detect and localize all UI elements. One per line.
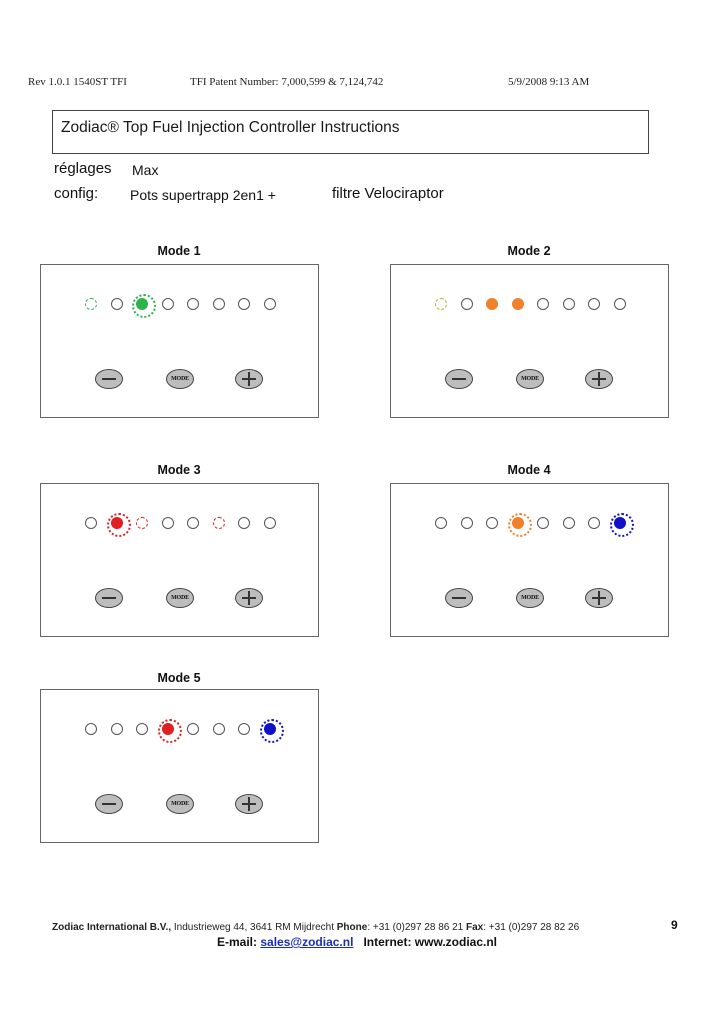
plus-icon (598, 591, 600, 605)
plus-icon (248, 591, 250, 605)
mode-button-label: MODE (171, 376, 189, 382)
footer-phone: : +31 (0)297 28 86 21 (367, 922, 466, 933)
footer-fax-label: Fax (466, 922, 484, 933)
led-indicator (537, 298, 549, 310)
led-indicator (588, 517, 600, 529)
page-header (28, 76, 668, 90)
led-indicator (187, 517, 199, 529)
footer-fax: : +31 (0)297 28 82 26 (483, 922, 580, 933)
led-indicator (162, 298, 174, 310)
plus-icon (598, 372, 600, 386)
led-indicator (486, 298, 498, 310)
led-indicator (563, 298, 575, 310)
led-indicator (162, 517, 174, 529)
led-indicator (563, 517, 575, 529)
led-indicator (238, 517, 250, 529)
mode-4-panel (390, 483, 669, 637)
mode-5-title: Mode 5 (157, 671, 201, 685)
led-indicator (136, 298, 148, 310)
led-indicator (187, 298, 199, 310)
mode-button[interactable] (516, 369, 544, 389)
led-indicator (264, 298, 276, 310)
config-value-2: filtre Velociraptor (332, 185, 444, 202)
led-indicator (111, 298, 123, 310)
mode-button[interactable] (166, 794, 194, 814)
led-indicator (85, 298, 97, 310)
plus-button[interactable] (235, 794, 263, 814)
mode-button-label: MODE (171, 801, 189, 807)
led-indicator (111, 517, 123, 529)
led-indicator (213, 517, 225, 529)
led-indicator (435, 298, 447, 310)
minus-button[interactable] (95, 369, 123, 389)
led-indicator (136, 517, 148, 529)
plus-button[interactable] (585, 588, 613, 608)
date-text: 5/9/2008 9:13 AM (508, 76, 590, 88)
led-indicator (238, 298, 250, 310)
led-indicator (162, 723, 174, 735)
minus-icon (102, 597, 116, 599)
led-indicator (486, 517, 498, 529)
mode-button-label: MODE (521, 595, 539, 601)
plus-button[interactable] (235, 588, 263, 608)
mode-button-label: MODE (171, 595, 189, 601)
title-box (52, 110, 649, 154)
reglages-label: réglages (54, 160, 112, 177)
led-indicator (614, 298, 626, 310)
led-indicator (264, 723, 276, 735)
led-indicator (213, 298, 225, 310)
led-indicator (588, 298, 600, 310)
footer-phone-label: Phone (336, 922, 368, 933)
mode-1-title: Mode 1 (157, 244, 201, 258)
mode-button[interactable] (516, 588, 544, 608)
email-label: E-mail: (217, 935, 261, 949)
plus-icon (248, 797, 250, 811)
reglages-value: Max (132, 162, 159, 178)
minus-icon (102, 803, 116, 805)
minus-button[interactable] (445, 588, 473, 608)
page-number: 9 (671, 918, 678, 932)
led-indicator (111, 723, 123, 735)
mode-4-title: Mode 4 (507, 463, 551, 477)
mode-2-title: Mode 2 (507, 244, 551, 258)
mode-2-panel (390, 264, 669, 418)
minus-button[interactable] (95, 794, 123, 814)
email-link[interactable]: sales@zodiac.nl (260, 935, 354, 949)
led-indicator (85, 723, 97, 735)
mode-1-panel (40, 264, 319, 418)
led-indicator (213, 723, 225, 735)
document-title: Zodiac® Top Fuel Injection Controller Instructions (61, 119, 400, 136)
plus-button[interactable] (235, 369, 263, 389)
footer-address: Industrieweg 44, 3641 RM Mijdrecht (171, 922, 337, 933)
minus-icon (102, 378, 116, 380)
mode-3-panel (40, 483, 319, 637)
mode-5-panel (40, 689, 319, 843)
minus-button[interactable] (445, 369, 473, 389)
led-indicator (537, 517, 549, 529)
config-value: Pots supertrapp 2en1 + (130, 187, 276, 203)
minus-button[interactable] (95, 588, 123, 608)
footer-web (217, 935, 497, 949)
revision-text: Rev 1.0.1 1540ST TFI (28, 76, 127, 88)
footer-contact (52, 922, 579, 933)
led-indicator (264, 517, 276, 529)
minus-icon (452, 378, 466, 380)
led-indicator (512, 517, 524, 529)
footer-company: Zodiac International B.V., (52, 922, 172, 933)
plus-button[interactable] (585, 369, 613, 389)
mode-3-title: Mode 3 (157, 463, 201, 477)
led-indicator (461, 298, 473, 310)
led-indicator (187, 723, 199, 735)
plus-icon (248, 372, 250, 386)
led-indicator (512, 298, 524, 310)
mode-button[interactable] (166, 588, 194, 608)
led-indicator (435, 517, 447, 529)
config-label: config: (54, 185, 99, 202)
mode-button-label: MODE (521, 376, 539, 382)
led-indicator (136, 723, 148, 735)
led-indicator (461, 517, 473, 529)
minus-icon (452, 597, 466, 599)
patent-text: TFI Patent Number: 7,000,599 & 7,124,742 (190, 76, 384, 88)
led-indicator (238, 723, 250, 735)
led-indicator (614, 517, 626, 529)
led-indicator (85, 517, 97, 529)
mode-button[interactable] (166, 369, 194, 389)
internet-text: Internet: www.zodiac.nl (363, 935, 498, 949)
